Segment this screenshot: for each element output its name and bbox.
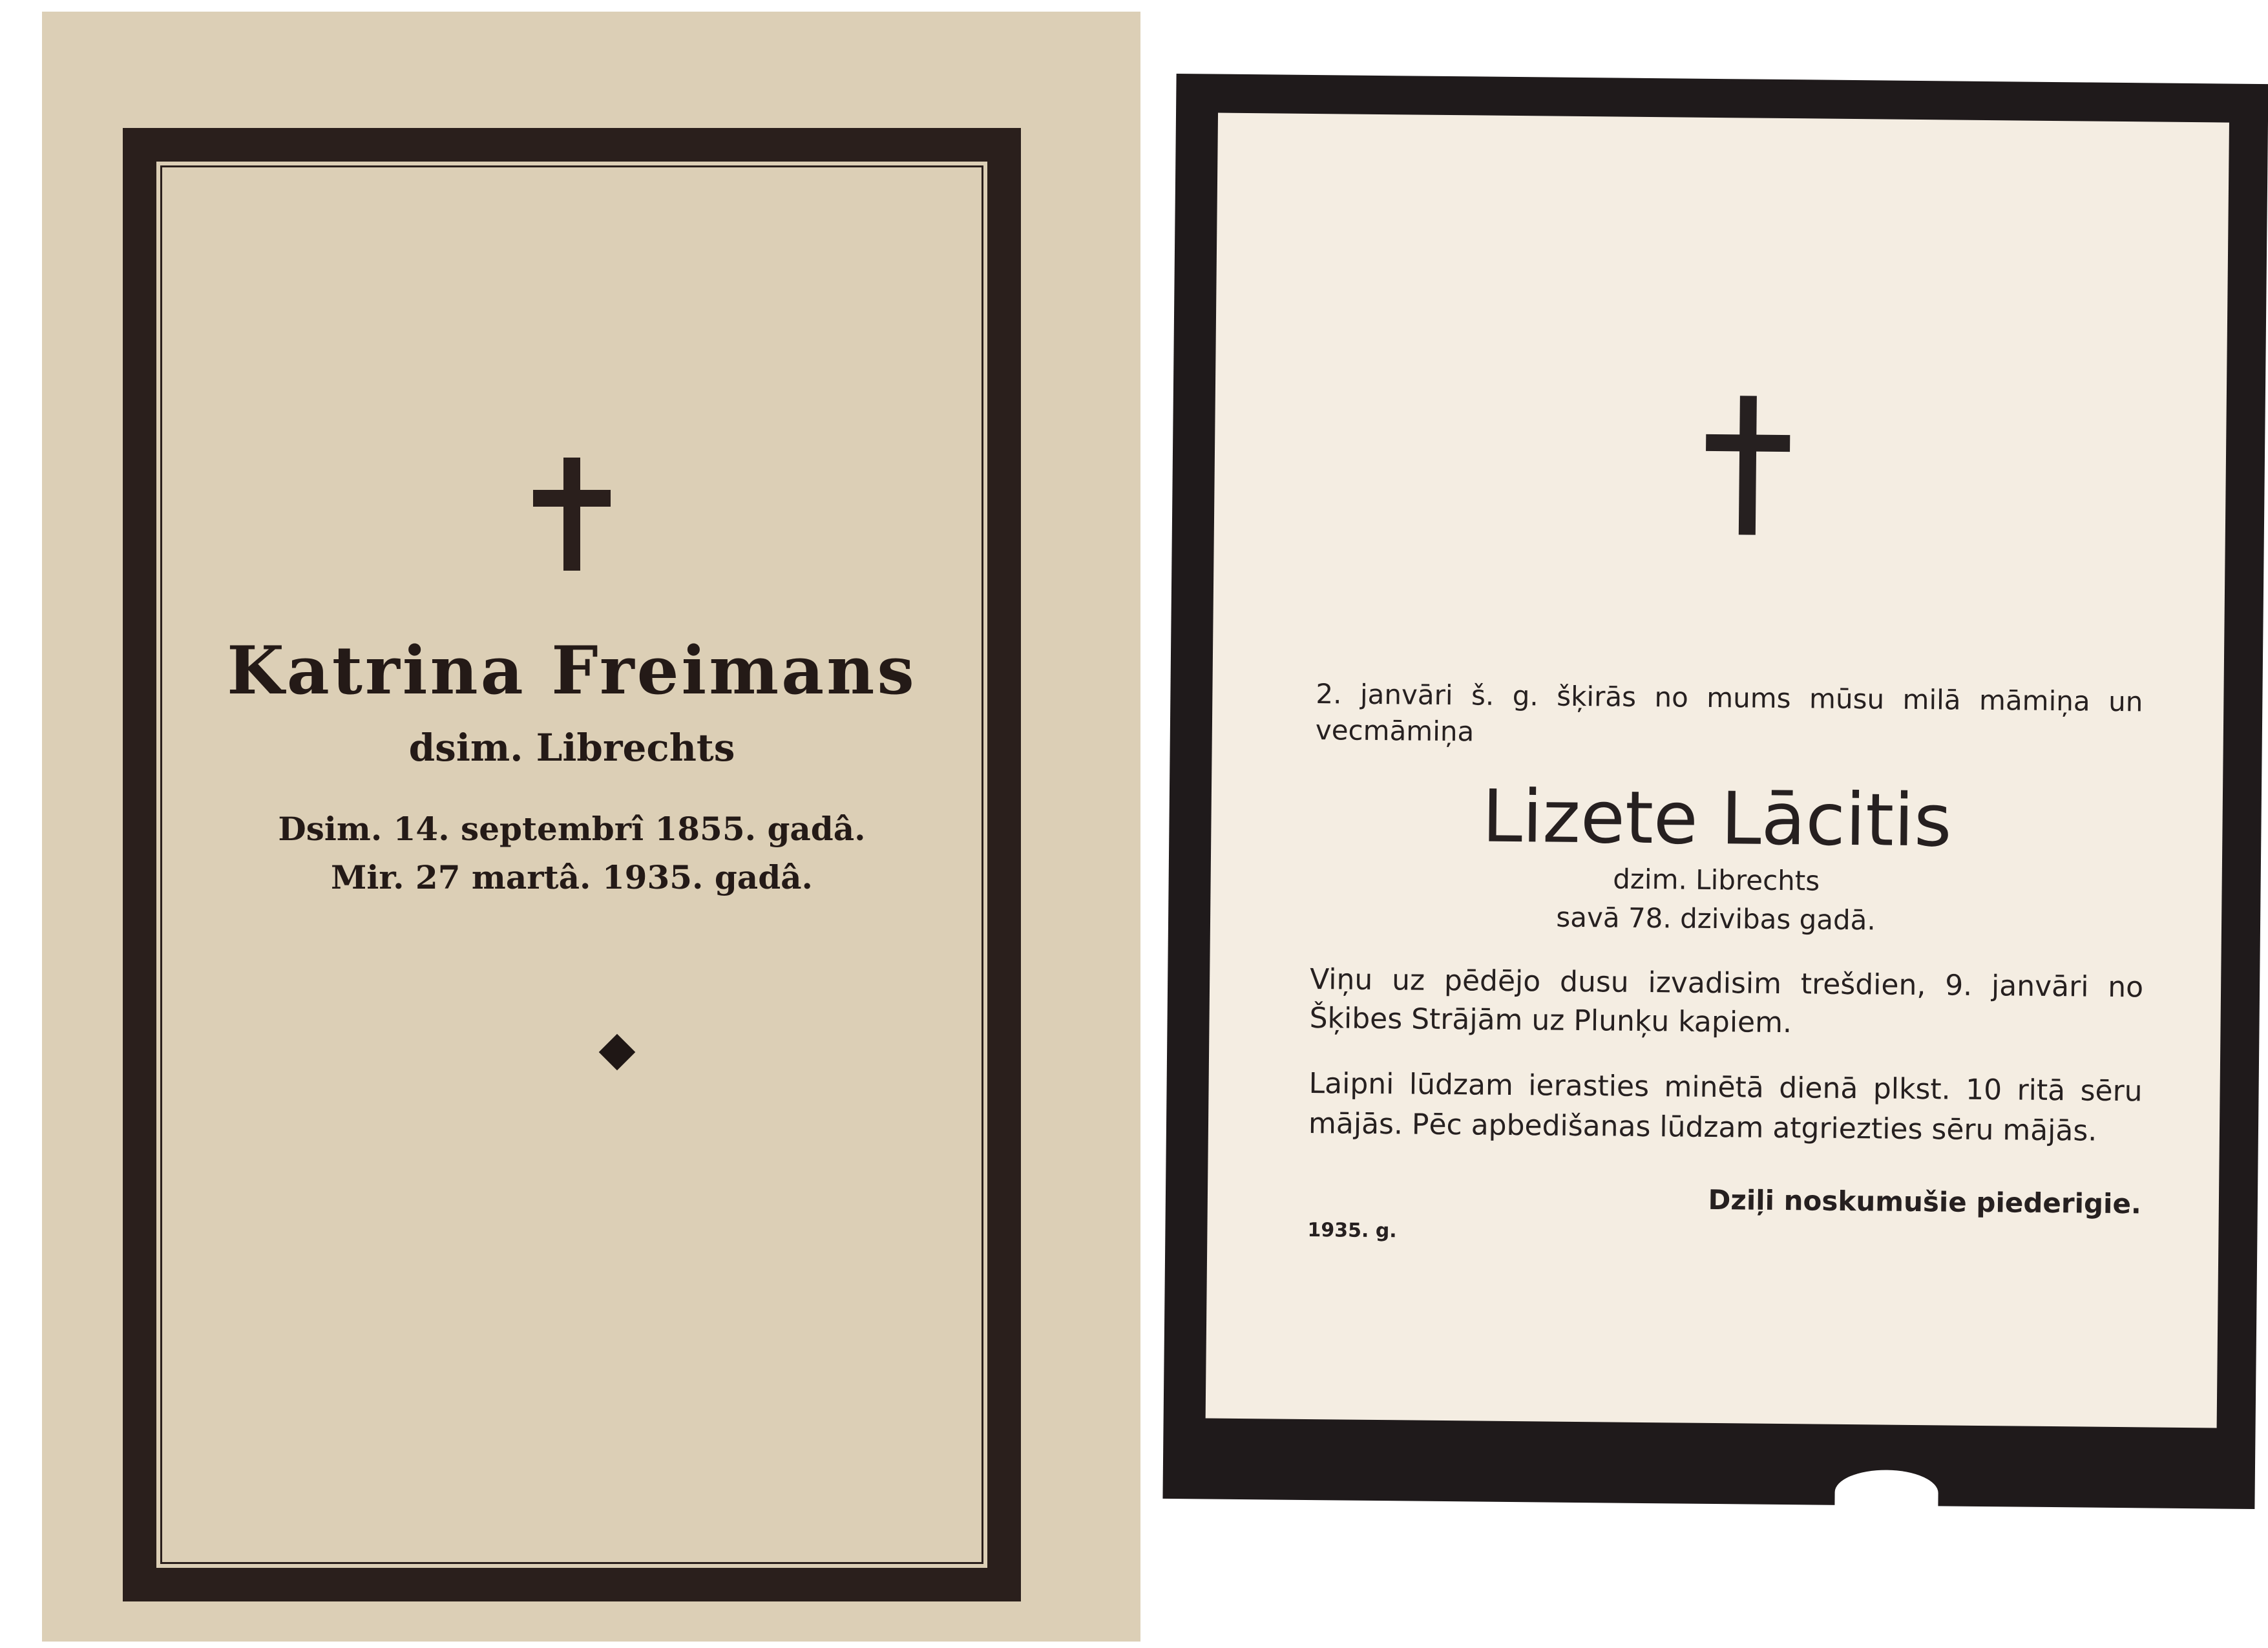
age-text: savā 78. dzivibas gadā.	[1556, 901, 1876, 936]
paper-tear	[1834, 1470, 1938, 1516]
cross-icon	[1705, 396, 1790, 535]
maiden-name: dzim. Librechts	[1612, 863, 1820, 897]
birth-date: Dsim. 14. septembrî 1855. gadâ.	[278, 810, 866, 848]
deceased-name: Lizete Lācitis	[1482, 774, 1953, 863]
cross-icon	[533, 458, 611, 571]
invitation-text: Laipni lūdzam ierasties minētā dienā plkst. 10 ritā sēru mājās. Pēc apbedišanas lūdzam atgriezties sēru mājās.	[1308, 1066, 2143, 1148]
maiden-name: dsim. Librechts	[408, 726, 735, 770]
funeral-text: Viņu uz pēdējo dusu izvadisim trešdien, 9. janvāri no Šķibes Strājām uz Plunķu kapiem.	[1309, 962, 2144, 1040]
intro-text: 2. janvāri š. g. šķirās no mums mūsu milā māmiņa un vecmāmiņa	[1315, 678, 2143, 748]
year: 1935. g.	[1307, 1218, 1397, 1243]
death-date: Mir. 27 martâ. 1935. gadâ.	[331, 858, 813, 896]
notice-paper	[1206, 113, 2229, 1428]
deceased-name: Katrina Freimans	[227, 632, 917, 710]
left-death-notice	[42, 12, 1140, 1642]
signature: Dziļi noskumušie piederigie.	[1708, 1183, 2142, 1220]
right-death-notice	[1162, 74, 2268, 1509]
